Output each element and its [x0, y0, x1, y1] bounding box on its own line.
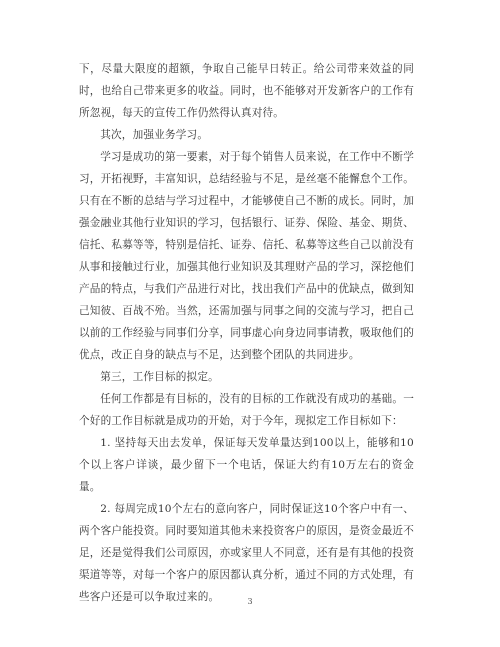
document-body	[79, 58, 414, 608]
section-heading-study: 其次，加强业务学习。	[100, 129, 209, 141]
paragraph-study: 学习是成功的第一要素，对于每个销售人员来说，在工作中不断学习，开拓视野，丰富知识，总结经验与不足，是丝毫不能懈怠个工作。只有在不断的总结与学习过程中，才能够使自己不断的成长。同时，加强金融业其他行业知识的学习，包括银行、证券、保险、基金、期货、信托、私募等等，特别是信托、证券、信托、私募等这些自己以前没有从事和接触过行业，加强其他行业知识及其理财产品的学习，深挖他们产品的特点，与我们产品进行对比，找出我们产品中的优缺点，做到知己知彼、百战不殆。当然，还需加强与同事之间的交流与学习，把自己以前的工作经验与同事们分享，同事虚心向身边同事请教，吸取他们的优点，改正自身的缺点与不足，达到整个团队的共同进步。	[79, 151, 414, 361]
section-heading-goals: 第三，工作目标的拟定。	[100, 371, 219, 383]
goal-item-1: 1. 坚持每天出去发单，保证每天发单量达到100以上，能够和10个以上客户详谈，最少留下一个电话，保证大约有10万左右的资金量。	[79, 437, 414, 493]
paragraph-goals-intro: 任何工作都是有目标的，没有的目标的工作就没有成功的基础。一个好的工作目标就是成功的开始，对于今年，现拟定工作目标如下：	[79, 393, 414, 427]
page-number: 3	[247, 597, 253, 606]
goal-item-2: 2. 每周完成10个左右的意向客户，同时保证这10个客户中有一、两个客户能投资。同时要知道其他未来投资客户的原因，是资金最近不足，还是觉得我们公司原因，亦或家里人不同意，还有是有其他的投资渠道等等，对每一个客户的原因都认真分析，通过不同的方式处理，有些客户还是可以争取过来的。	[79, 503, 414, 603]
paragraph-continuation: 下，尽量大限度的超额，争取自己能早日转正。给公司带来效益的同时，也给自己带来更多的收益。同时，也不能够对开发新客户的工作有所忽视，每天的宣传工作仍然得认真对待。	[79, 63, 414, 119]
